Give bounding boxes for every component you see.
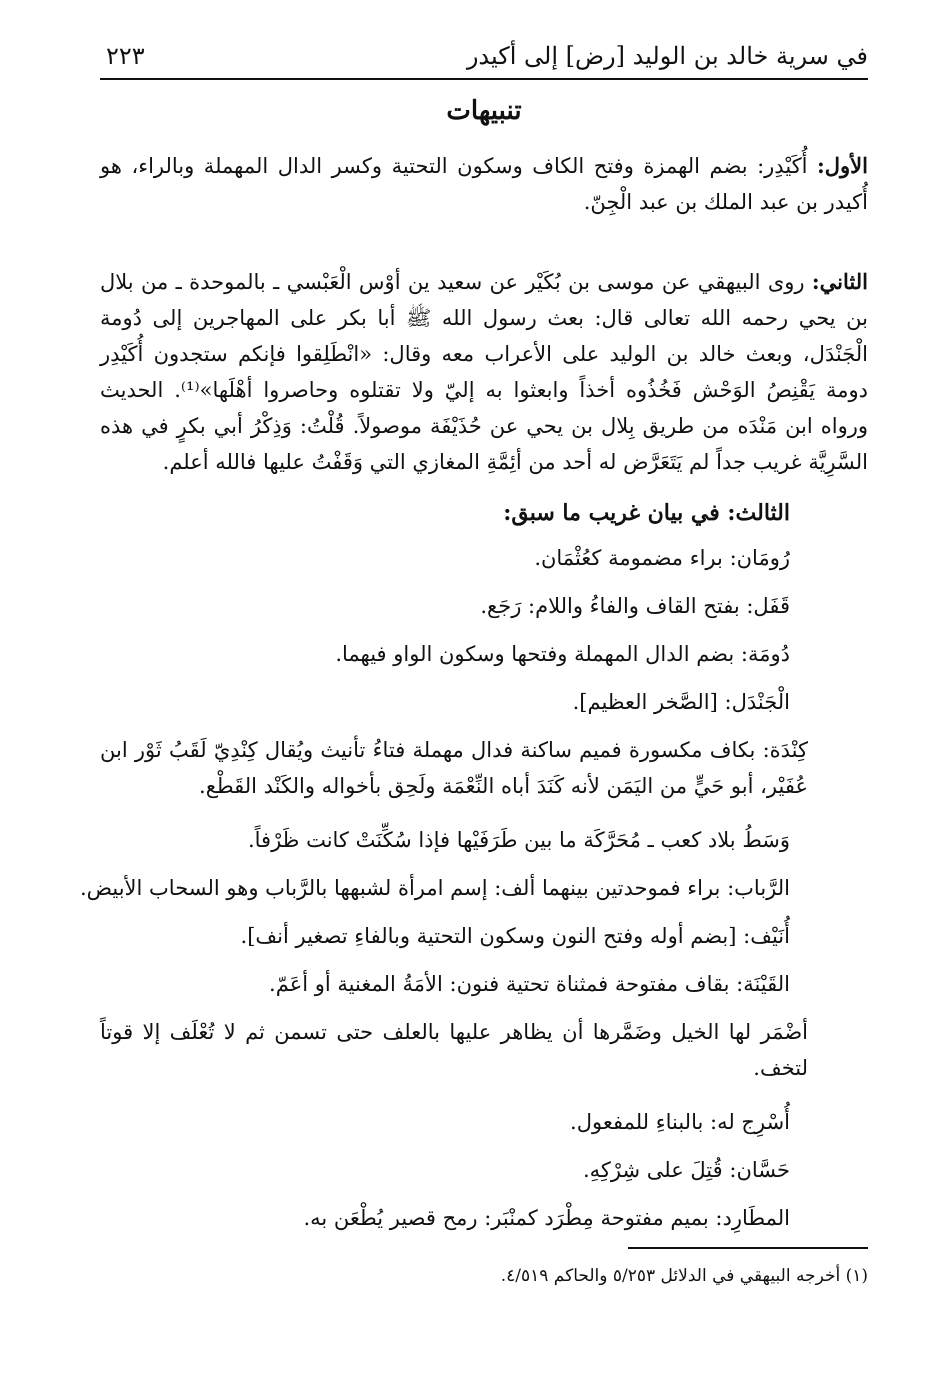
gloss-entry (80, 870, 790, 906)
note-second (100, 264, 868, 480)
gloss-term: المطَارِد: (715, 1206, 790, 1230)
gloss-term: قَفَل: (746, 594, 790, 618)
gloss-entry (100, 1014, 808, 1086)
gloss-definition: براء فموحدتين بينهما ألف: إسم امرأة لشبهها بالرَّباب وهو السحاب الأبيض. (79, 876, 721, 900)
gloss-entry (480, 588, 790, 624)
note-second-text: روى البيهقي عن موسى بن بُكَيْر عن سعيد ين أوْس الْعَبْسي ـ بالموحدة ـ من بلال بن يحي رحمه الله تعالى قال: بعث رسول الله ﷺ أبا بكر على المهاجرين إلى دُومة الْجَنْدَل، وبعث خالد بن الوليد على الأعراب معه وقال: «انْطَلِقوا فإنكم ستجدون أُكَيْدِر دومة يَقْنِصُ الوَحْش فَخُذُوه أخذاً وابعثوا به إليّ ولا تقتلوه وحاصروا أهْلَها»⁽¹⁾. الحديث ورواه ابن مَنْدَه من طريق بِلال بن يحي عن حُذَيْفَة موصولاً. قُلْتُ: وَذِكْرُ أبي بكرٍ في هذه السَّرِيَّة غريب جداً لم يَتَعَرَّض له أحد من أئِمَّةِ المغازي التي وَقَفْتُ عليها فالله أعلم. (100, 270, 868, 474)
gloss-term: أُسْرِج له: (710, 1110, 790, 1134)
gloss-entry (570, 1104, 790, 1140)
gloss-definition: بقاف مفتوحة فمثناة تحتية فنون: الأمَةُ المغنية أو أعَمّ. (269, 972, 730, 996)
gloss-entry (248, 822, 790, 858)
running-header (100, 40, 868, 80)
gloss-term: حَسَّان: (729, 1158, 790, 1182)
note-first (100, 148, 868, 220)
gloss-entry (303, 1200, 790, 1236)
footnote-rule (628, 1247, 868, 1249)
gloss-entry (335, 636, 790, 672)
gloss-definition: قُتِلَ على شِرْكِهِ. (582, 1158, 723, 1182)
gloss-definition: [بضم أوله وفتح النون وسكون التحتية وبالفاءِ تصغير أنف]. (240, 924, 737, 948)
gloss-definition: بالبناءِ للمفعول. (570, 1110, 704, 1134)
gloss-definition: بضم الدال المهملة وفتحها وسكون الواو فيهما. (335, 642, 735, 666)
note-first-label: الأول: (817, 153, 868, 178)
running-header-title: في سرية خالد بن الوليد [رض] إلى أكيدر (466, 42, 868, 70)
section-heading: تنبيهات (446, 96, 522, 126)
gloss-term: كِنْدَة: (762, 738, 808, 762)
note-second-label: الثاني: (811, 269, 868, 294)
gloss-definition: [الصَّخر العظيم]. (572, 690, 718, 714)
gloss-term: أضْمَر (760, 1020, 808, 1044)
gloss-entry (573, 684, 790, 720)
gloss-definition: لها الخيل وضَمَّرها أن يظاهر عليها بالعلف حتى تسمن ثم لا تُعْلَف إلا قوتاً لتخف. (100, 1020, 808, 1080)
gloss-entry (534, 540, 790, 576)
gloss-entry (583, 1152, 790, 1188)
gloss-term: وَسَطُ (742, 828, 790, 852)
note-first-text: أُكَيْدِر: بضم الهمزة وفتح الكاف وسكون التحتية وكسر الدال المهملة وبالراء، هو أُكيدر بن عبد الملك بن عبد الْجِنّ. (100, 154, 868, 214)
book-page (79, 30, 868, 1350)
gloss-term: رُومَان: (729, 546, 790, 570)
gloss-definition: براء مضمومة كعُثْمَان. (534, 546, 723, 570)
gloss-term: القَيْنَة: (736, 972, 790, 996)
gloss-term: الرَّباب: (727, 876, 790, 900)
gloss-term: الْجَنْدَل: (724, 690, 790, 714)
gloss-entry (241, 918, 790, 954)
note-third-heading: الثالث: في بيان غريب ما سبق: (503, 500, 790, 526)
gloss-entry (100, 732, 808, 804)
gloss-term: دُومَة: (740, 642, 790, 666)
gloss-term: أُنَيْف: (743, 924, 790, 948)
page-number: ٢٢٣ (106, 42, 145, 70)
gloss-definition: بكاف مكسورة فميم ساكنة فدال مهملة فتاءُ تأنيث ويُقال كِنْدِيّ لَقَبُ ثَوْر ابن عُفَيْر، أبو حَيٍّ من اليَمَن لأنه كَنَدَ أباه النِّعْمَة ولَحِق بأخواله والكَنْد القَطْع. (100, 738, 808, 798)
header-rule (100, 78, 868, 80)
gloss-definition: بميم مفتوحة مِطْرَد كمنْبَر: رمح قصير يُطْعَن به. (303, 1206, 709, 1230)
gloss-definition: بفتح القاف والفاءُ واللام: رَجَع. (480, 594, 740, 618)
gloss-definition: بلاد كعب ـ مُحَرَّكَة ما بين طَرَفَيْها فإذا سُكِّنَتْ كانت ظَرْفاً. (247, 828, 736, 852)
footnote: (١) أخرجه البيهقي في الدلائل ٥/٢٥٣ والحاكم ٤/٥١٩. (500, 1266, 868, 1286)
gloss-entry (269, 966, 790, 1002)
